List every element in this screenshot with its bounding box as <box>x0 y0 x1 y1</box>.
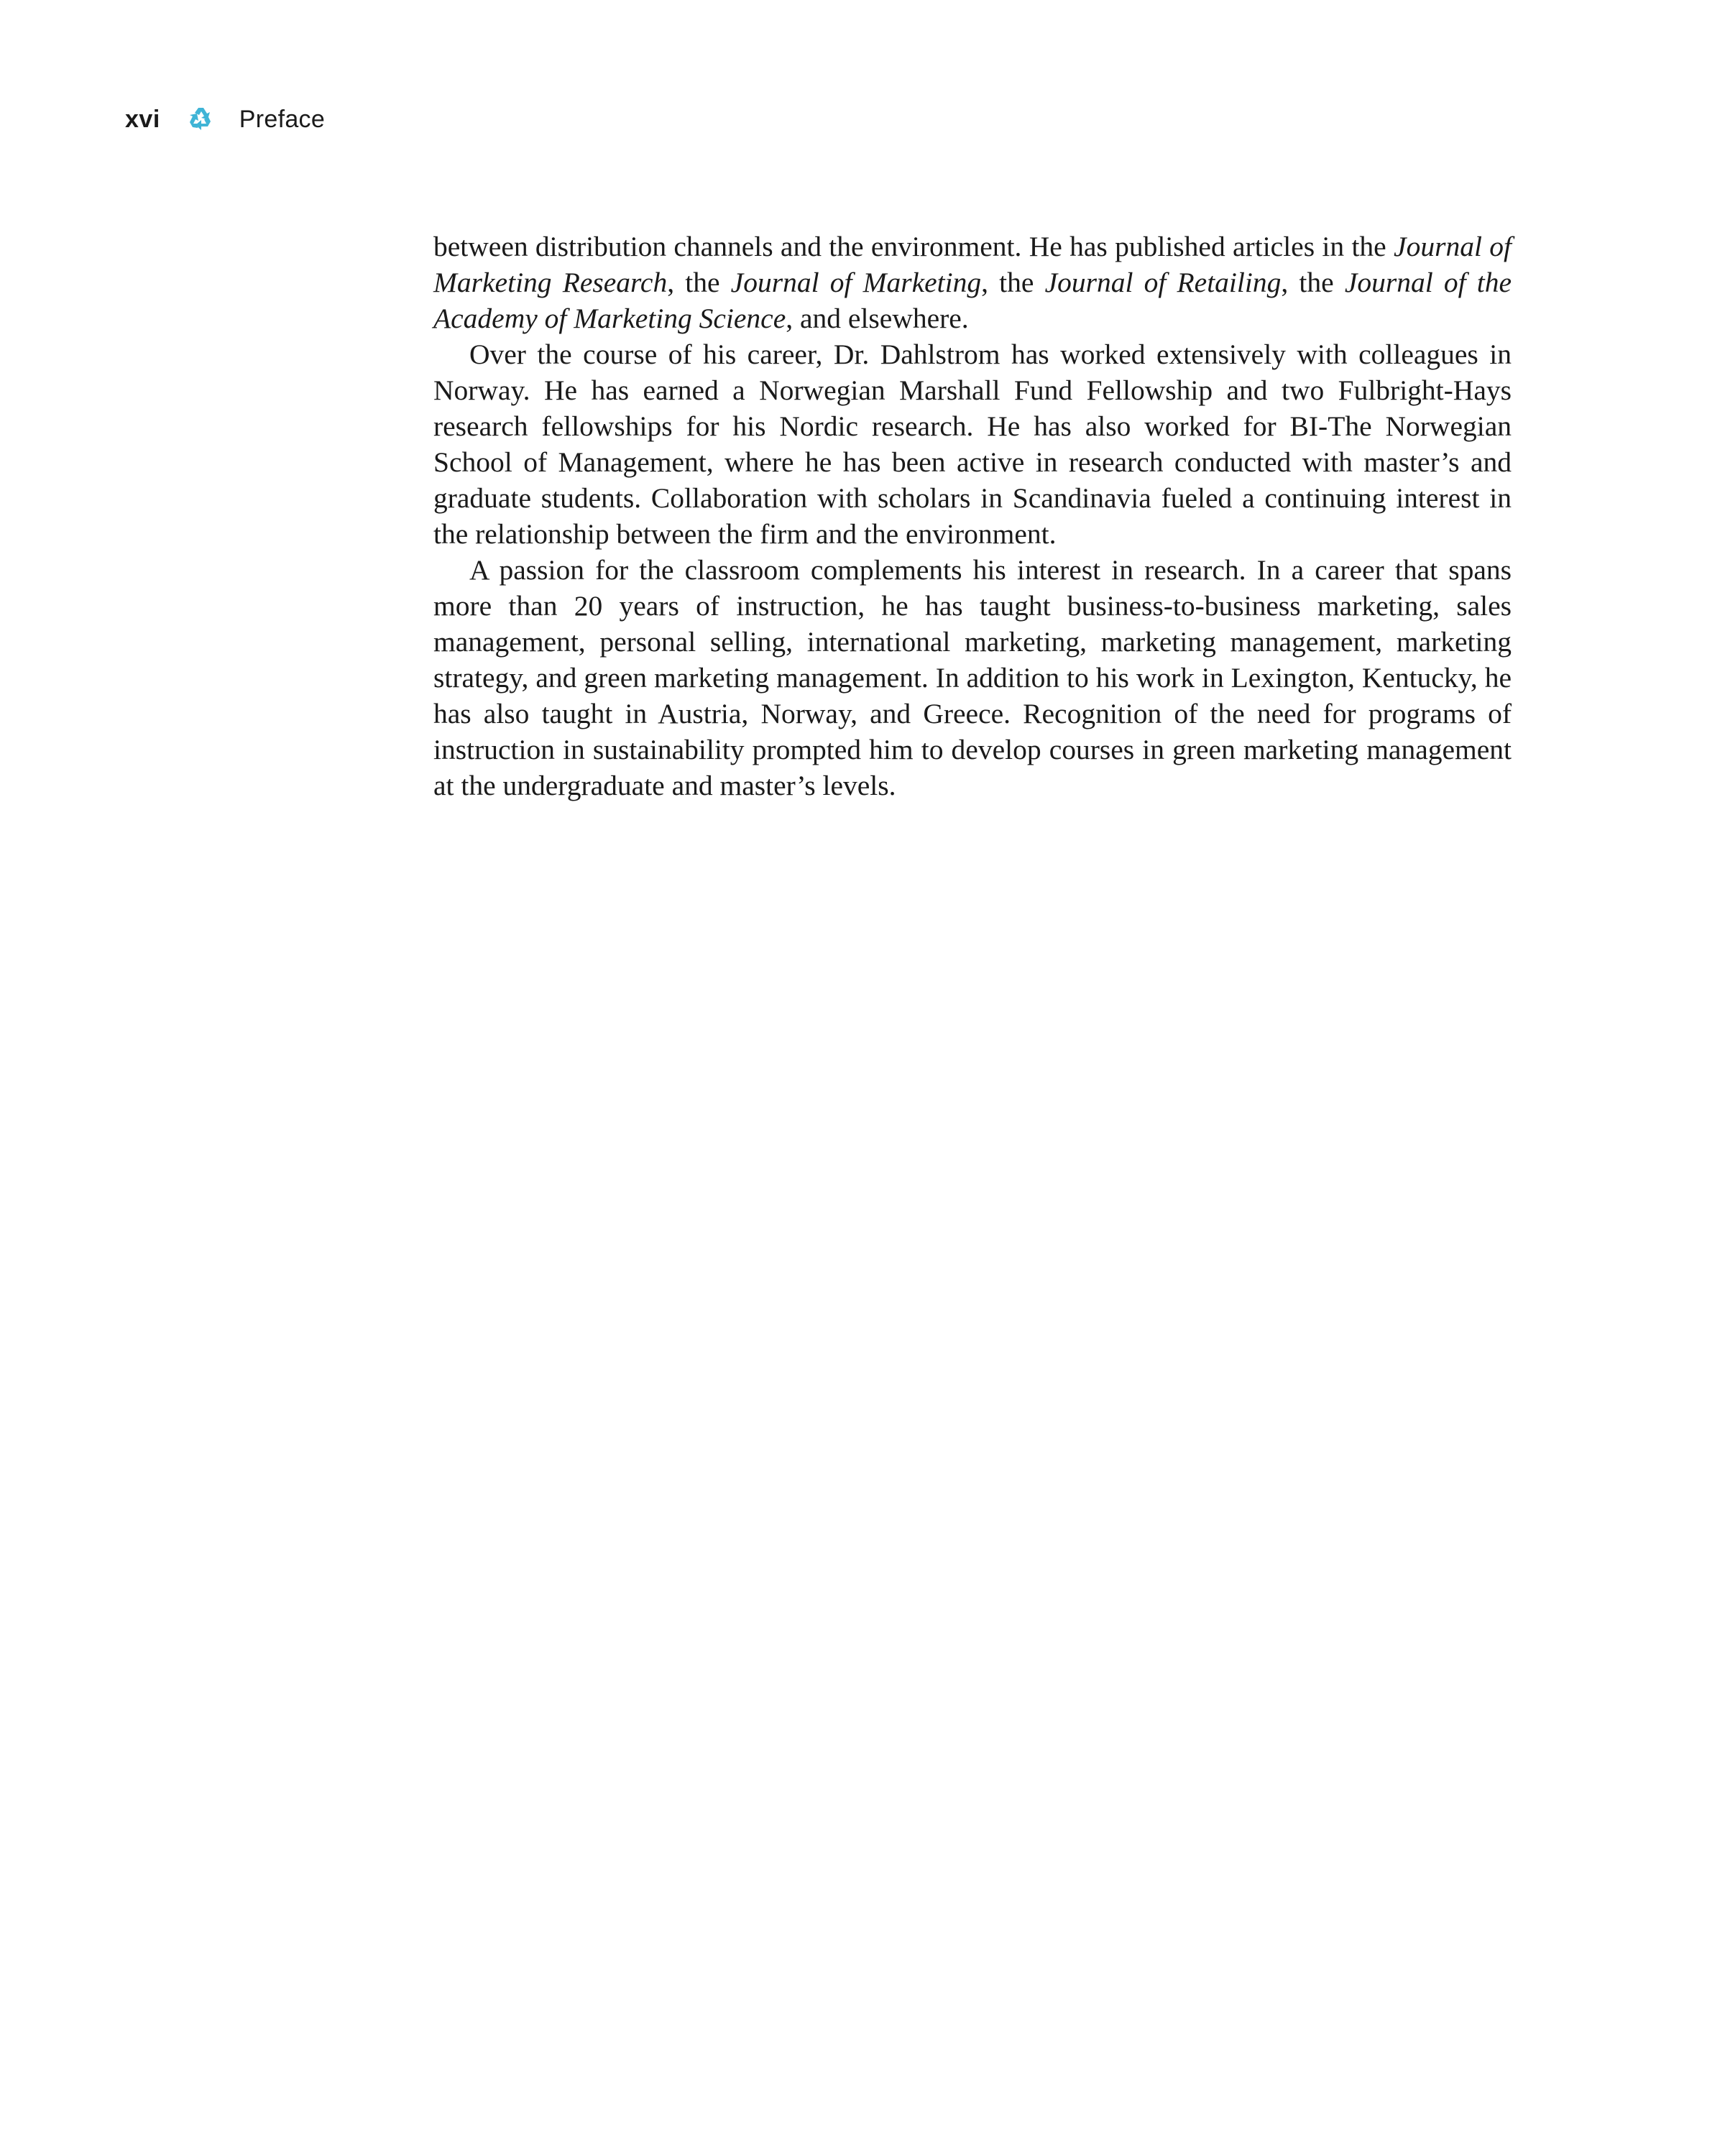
paragraph-1-text-1: between distribution channels and the environment. He has published articles in the <box>433 231 1394 262</box>
paragraph-1 <box>433 229 1512 336</box>
paragraph-3: A passion for the classroom complements his interest in research. In a career that spans more than 20 years of instruction, he has taught business-to-business marketing, sales management, personal selling, international marketing, marketing management, marketing strategy, and green marketing management. In addition to his work in Lexington, Kentucky, he has also taught in Austria, Norway, and Greece. Recognition of the need for programs of instruction in sustainability prompted him to develop courses in green marketing management at the undergraduate and master’s levels. <box>433 554 1512 801</box>
running-head <box>125 102 325 137</box>
journal-title-academy: Journal of the Academy of Marketing Science <box>433 267 1512 334</box>
body-text <box>433 229 1512 803</box>
section-title: Preface <box>239 105 326 133</box>
recycle-icon <box>186 105 215 134</box>
paragraph-1-text-4: , the <box>1281 267 1345 298</box>
journal-title-marketing-research: Journal of Marketing Research <box>433 231 1512 298</box>
journal-title-marketing: Journal of Marketing <box>730 267 982 298</box>
paragraph-1-text-2: , the <box>667 267 731 298</box>
paragraph-1-text-3: , the <box>981 267 1045 298</box>
recycle-icon-graphic <box>186 105 215 134</box>
page-number: xvi <box>125 105 160 133</box>
paragraph-1-text-5: , and elsewhere. <box>786 303 969 334</box>
paragraph-2: Over the course of his career, Dr. Dahlstrom has worked extensively with colleagues in Norway. He has earned a Norwegian Marshall Fund Fellowship and two Fulbright-Hays research fellowships for his Nordic research. He has also worked for BI-The Norwegian School of Management, where he has been active in research conducted with master’s and graduate students. Collaboration with scholars in Scandinavia fueled a continuing interest in the relationship between the firm and the environment. <box>433 338 1512 550</box>
journal-title-retailing: Journal of Retailing <box>1044 267 1282 298</box>
